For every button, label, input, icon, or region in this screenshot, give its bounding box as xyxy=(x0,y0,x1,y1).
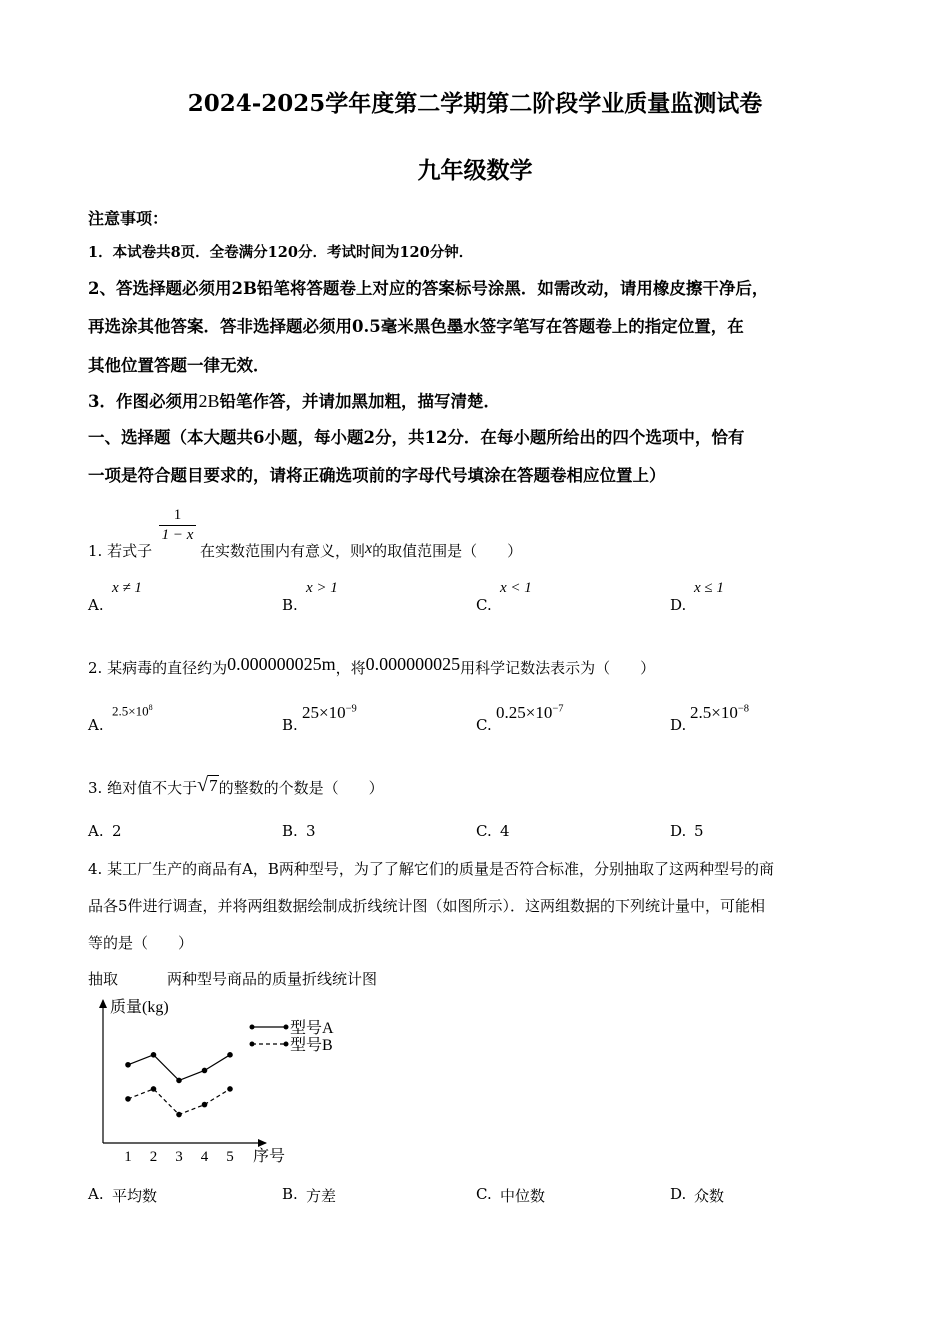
series-b-point-1 xyxy=(125,1096,131,1102)
q2-option-c-value xyxy=(496,703,564,723)
series-b-point-3 xyxy=(176,1112,182,1118)
q4-line-3: 等的是（ ） xyxy=(88,934,194,952)
x-tick-label-3: 3 xyxy=(175,1149,183,1165)
q2-text-post: 用科学记数法表示为（ ） xyxy=(460,659,656,677)
q2-number-1: 0.000000025m xyxy=(227,654,336,674)
series-a-point-4 xyxy=(202,1068,208,1074)
q1-option-b-label: B. xyxy=(282,596,298,614)
x-tick-label-1: 1 xyxy=(124,1149,132,1165)
series-a-point-3 xyxy=(176,1078,182,1084)
notice-item-2-line-3: 其他位置答题一律无效． xyxy=(88,356,270,375)
q4-option-c-label: C. xyxy=(476,1185,492,1203)
q4-option-b-label: B. xyxy=(282,1185,298,1203)
q1-text-mid xyxy=(200,540,522,561)
q3-text xyxy=(88,776,384,799)
q1-text-pre: 1. 若式子 xyxy=(88,542,153,560)
notice-item-3 xyxy=(88,388,500,412)
q3-option-b-value: 3 xyxy=(306,822,316,840)
y-axis-label: 质量(kg) xyxy=(110,999,169,1016)
q1-variable: x xyxy=(365,540,373,557)
q2-text-pre: 2. 某病毒的直径约为 xyxy=(88,659,228,677)
q1-option-a-value: x ≠ 1 xyxy=(112,580,142,596)
q1-option-d-label: D. xyxy=(670,596,687,614)
q3-option-d-value: 5 xyxy=(694,822,704,840)
q1-fraction-denominator: 1 − x xyxy=(161,527,194,543)
q4-line-1: 4. 某工厂生产的商品有A，B两种型号，为了了解它们的质量是否符合标准，分别抽取了这两种型号的商 xyxy=(88,860,774,878)
q2-option-c-base: 0.25×10 xyxy=(496,703,553,722)
series-line-a xyxy=(128,1055,230,1081)
q2-text xyxy=(88,654,656,678)
q2-option-d-exponent: −8 xyxy=(737,703,750,715)
q2-option-b-base: 25×10 xyxy=(302,703,346,722)
legend-marker-a-2 xyxy=(284,1025,289,1030)
q2-option-b-value xyxy=(302,703,357,723)
q1-option-c-value: x < 1 xyxy=(500,580,532,596)
x-axis-label: 序号 xyxy=(253,1148,286,1165)
notice-item-3-2b: 2B xyxy=(198,391,220,411)
q2-option-a-value xyxy=(112,703,153,719)
q4-line-2: 品各5件进行调查，并将两组数据绘制成折线统计图（如图所示）．这两组数据的下列统计量中，可能相 xyxy=(88,897,766,915)
legend-label-b: 型号B xyxy=(290,1037,333,1054)
q1-option-b-value: x > 1 xyxy=(306,580,338,596)
q4-caption-left: 抽取 xyxy=(88,970,119,988)
legend-marker-b-2 xyxy=(284,1042,289,1047)
series-a-point-5 xyxy=(227,1052,233,1058)
q2-option-c-exponent: −7 xyxy=(552,703,564,715)
q3-text-pre: 3. 绝对值不大于 xyxy=(88,779,198,797)
notice-item-1: 1．本试卷共8页．全卷满分120分．考试时间为120分钟． xyxy=(88,244,474,261)
notice-item-3-post: 铅笔作答，并请加黑加粗，描写清楚． xyxy=(219,392,500,411)
exam-subtitle: 九年级数学 xyxy=(417,157,533,184)
q3-text-post: 的整数的个数是（ ） xyxy=(218,779,384,797)
q2-option-a-exponent: 8 xyxy=(148,703,153,712)
q4-option-d-value: 众数 xyxy=(694,1187,725,1205)
q4-caption-right: 两种型号商品的质量折线统计图 xyxy=(167,970,378,988)
q2-option-d-base: 2.5×10 xyxy=(690,703,738,722)
q1-option-a-label: A. xyxy=(88,596,104,614)
section-1-intro-line-2: 一项是符合题目要求的，请将正确选项前的字母代号填涂在答题卷相应位置上） xyxy=(88,466,666,485)
q3-option-a-value: 2 xyxy=(112,822,122,840)
q1-fraction xyxy=(159,507,196,544)
series-b-point-5 xyxy=(227,1086,233,1092)
q2-number-2: 0.000000025 xyxy=(365,654,461,674)
q2-option-b-label: B. xyxy=(282,716,298,734)
q4-option-c-value: 中位数 xyxy=(500,1187,546,1205)
q3-option-c-label: C. xyxy=(476,822,492,840)
q3-option-d-label: D. xyxy=(670,822,687,840)
x-tick-label-5: 5 xyxy=(226,1149,234,1165)
q1-text-post: 的取值范围是（ ） xyxy=(372,542,523,560)
series-b-point-2 xyxy=(151,1086,157,1092)
q3-option-b-label: B. xyxy=(282,822,298,840)
q4-option-d-label: D. xyxy=(670,1185,687,1203)
notice-item-2-line-2: 再选涂其他答案．答非选择题必须用0.5毫米黑色墨水签字笔写在答题卷上的指定位置，在 xyxy=(88,317,744,336)
q2-option-d-value xyxy=(690,703,749,723)
notice-item-2-line-1: 2、答选择题必须用2B铅笔将答题卷上对应的答案标号涂黑．如需改动，请用橡皮擦干净后， xyxy=(88,279,769,298)
series-line-b xyxy=(128,1089,230,1115)
x-tick-label-2: 2 xyxy=(149,1149,158,1165)
q1-option-d-value: x ≤ 1 xyxy=(694,580,724,596)
q2-option-a-label: A. xyxy=(88,716,104,734)
q4-option-a-value: 平均数 xyxy=(112,1187,158,1205)
legend-label-a: 型号A xyxy=(290,1020,334,1037)
q2-option-a-base: 2.5×10 xyxy=(112,703,149,719)
q3-sqrt-symbol: √ xyxy=(197,774,209,796)
series-a-point-2 xyxy=(151,1052,157,1058)
section-1-intro-line-1: 一、选择题（本大题共6小题，每小题2分，共12分．在每小题所给出的四个选项中，恰有 xyxy=(88,428,745,447)
notice-heading: 注意事项： xyxy=(88,209,169,228)
q3-option-a-label: A. xyxy=(88,822,104,840)
q2-option-b-exponent: −9 xyxy=(345,703,357,715)
series-b-point-4 xyxy=(202,1102,208,1108)
q4-option-b-value: 方差 xyxy=(306,1187,337,1205)
legend-marker-b-1 xyxy=(250,1042,255,1047)
q1-fraction-numerator: 1 xyxy=(173,507,182,523)
exam-title: 2024-2025学年度第二学期第二阶段学业质量监测试卷 xyxy=(187,90,763,117)
q1-option-c-label: C. xyxy=(476,596,492,614)
q3-option-c-value: 4 xyxy=(500,822,510,840)
legend-marker-a-1 xyxy=(250,1025,255,1030)
x-tick-label-4: 4 xyxy=(200,1149,209,1165)
series-a-point-1 xyxy=(125,1062,131,1068)
q4-line-chart xyxy=(90,990,390,1175)
q3-sqrt-value: 7 xyxy=(209,776,218,795)
q4-option-a-label: A. xyxy=(88,1185,104,1203)
q2-option-c-label: C. xyxy=(476,716,492,734)
q2-text-mid: ，将 xyxy=(335,659,366,677)
q1-text-mid-a: 在实数范围内有意义，则 xyxy=(200,542,366,560)
q2-option-d-label: D. xyxy=(670,716,687,734)
notice-item-3-pre: 3．作图必须用 xyxy=(88,392,199,411)
